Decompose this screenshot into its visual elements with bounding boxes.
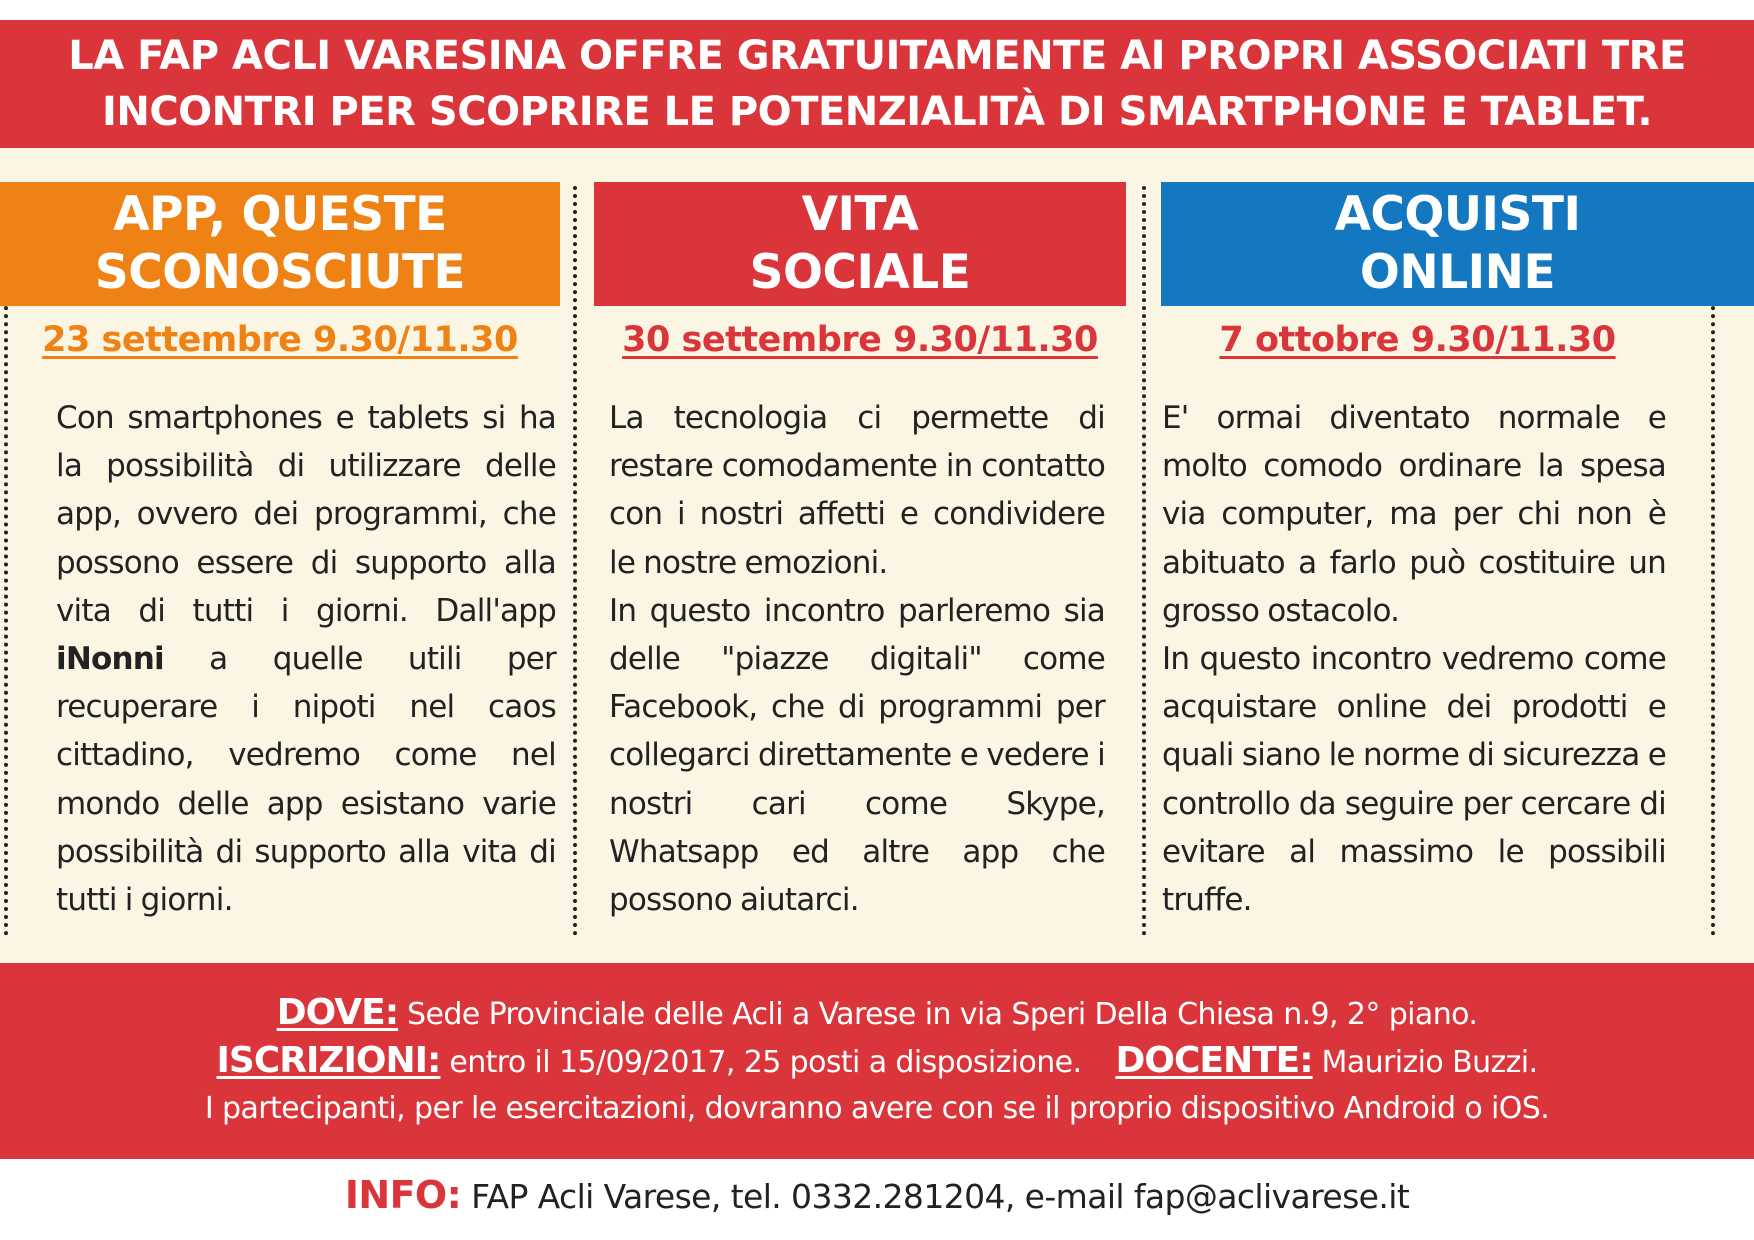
headline-line-1: LA FAP ACLI VARESINA OFFRE GRATUITAMENTE AI PROPRI ASSOCIATI TRE [68,33,1686,79]
body-paragraph: E' ormai diventato normale e molto comodo ordinare la spesa via computer, ma per chi non è abituato a farlo può costituire un grosso ostacolo. [1162,400,1666,629]
column-title-line-2: SOCIALE [749,245,971,300]
registration-text: entro il 15/09/2017, 25 posti a disposizione. [440,1045,1082,1080]
column-body [609,394,1105,924]
location-text: Sede Provinciale delle Acli a Varese in via Speri Della Chiesa n.9, 2° piano. [398,997,1478,1032]
top-banner [0,20,1754,148]
column-online [1161,182,1754,924]
body-paragraph: In questo incontro vedremo come acquistare online dei prodotti e quali siano le norme di sicurezza e controllo da seguire per cercare di evitare al massimo le possibili truffe. [1162,641,1666,919]
body-text: Con smartphones e tablets si ha la possibilità di utilizzare delle app, ovvero dei programmi, che possono essere di supporto alla vita di tutti i giorni. Dall'app [56,400,556,629]
column-social [594,182,1126,924]
body-paragraph [56,394,556,924]
dotted-divider [573,186,577,936]
column-date: 30 settembre 9.30/11.30 [622,320,1098,360]
headline-line-2: INCONTRI PER SCOPRIRE LE POTENZIALITÀ DI SMARTPHONE E TABLET. [101,89,1653,135]
info-label: INFO: [344,1173,462,1217]
registration-label: ISCRIZIONI: [216,1040,441,1081]
column-body [56,394,556,924]
location-label: DOVE: [276,992,399,1033]
column-header-online [1161,182,1754,306]
column-body [1162,394,1666,924]
column-app [0,182,560,924]
teacher-label: DOCENTE: [1115,1040,1313,1081]
app-name: iNonni [56,641,164,678]
column-date: 23 settembre 9.30/11.30 [42,320,518,360]
column-header-app [0,182,560,306]
body-paragraph: La tecnologia ci permette di restare comodamente in contatto con i nostri affetti e condividere le nostre emozioni. [609,400,1105,581]
contact-info [0,1165,1754,1225]
column-title-line-1: ACQUISTI [1334,187,1581,242]
teacher-text: Maurizio Buzzi. [1312,1045,1538,1080]
column-title-line-2: SCONOSCIUTE [94,245,466,300]
location-line [0,990,1754,1038]
column-title-line-1: APP, QUESTE [113,187,447,242]
dotted-divider [1142,186,1146,936]
column-date: 7 ottobre 9.30/11.30 [1219,320,1616,360]
column-title-line-1: VITA [801,187,919,242]
column-title-line-2: ONLINE [1359,245,1556,300]
device-note: I partecipanti, per le esercitazioni, dovranno avere con se il proprio dispositivo Android o iOS. [204,1091,1550,1126]
body-text: a quelle utili per recuperare i nipoti nel caos cittadino, vedremo come nel mondo delle app esistano varie possibilità di supporto alla vita di tutti i giorni. [56,641,556,919]
details-banner [0,963,1754,1159]
body-paragraph: In questo incontro parleremo sia delle "piazze digitali" come Facebook, che di programmi per collegarci direttamente e vedere i nostri cari come Skype, Whatsapp ed altre app che possono aiutarci. [609,592,1105,919]
column-header-social [594,182,1126,306]
registration-line [0,1038,1754,1086]
info-text: FAP Acli Varese, tel. 0332.281204, e-mail fap@aclivarese.it [461,1177,1410,1216]
